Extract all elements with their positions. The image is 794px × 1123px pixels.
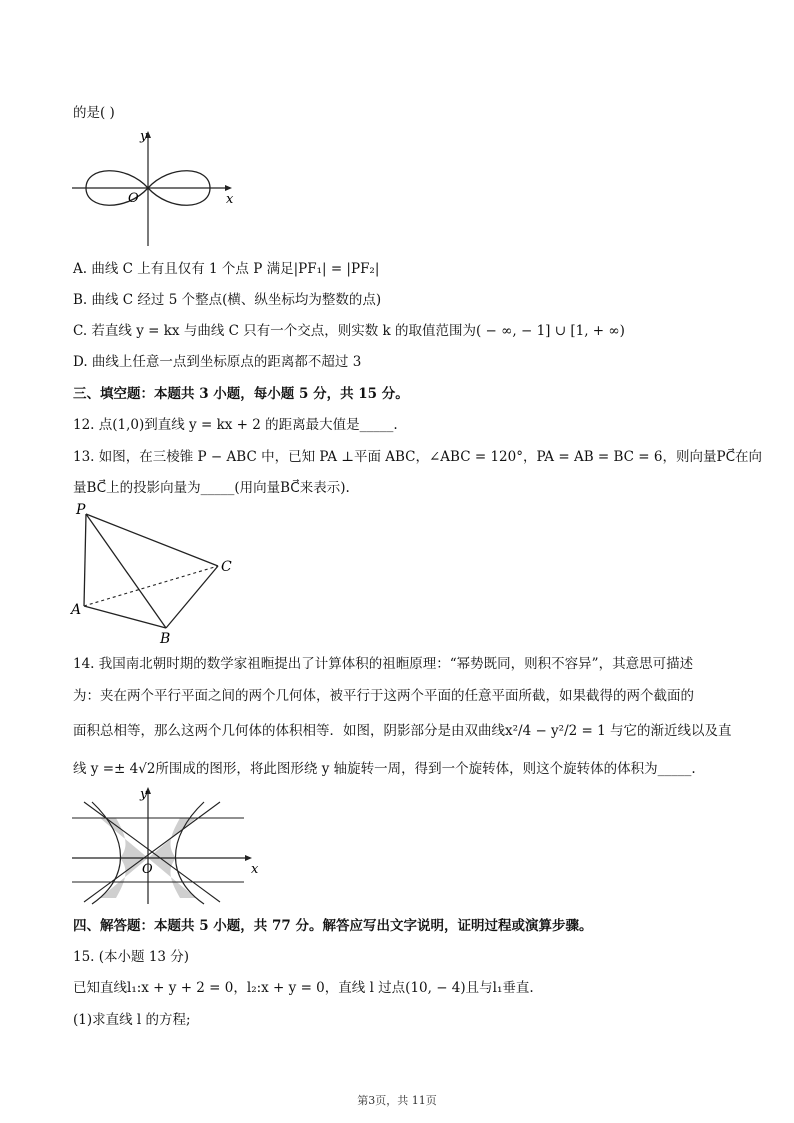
edge-pc xyxy=(86,514,218,566)
question-15-body: 已知直线l₁:x + y + 2 = 0，l₂:x + y = 0，直线 l 过点(10, − 4)且与l₁垂直. xyxy=(73,980,534,996)
question-14-line4: 线 y =± 4√2所围成的图形，将此图形绕 y 轴旋转一周，得到一个旋转体，则这个旋转体的体积为_____. xyxy=(73,761,696,777)
section-3-heading: 三、填空题：本题共 3 小题，每小题 5 分，共 15 分。 xyxy=(73,386,409,402)
question-15-header: 15. (本小题 13 分) xyxy=(73,949,190,965)
vertex-c: C xyxy=(221,559,232,575)
edge-ab xyxy=(84,606,166,628)
option-b: B. 曲线 C 经过 5 个整点(横、纵坐标均为整数的点) xyxy=(73,292,382,308)
page-footer: 第3页，共 11页 xyxy=(357,1094,437,1107)
y-label: y xyxy=(140,787,148,802)
edge-pa xyxy=(84,514,86,606)
question-12: 12. 点(1,0)到直线 y = kx + 2 的距离最大值是_____. xyxy=(73,417,398,433)
question-15-part1: (1)求直线 l 的方程; xyxy=(73,1012,191,1028)
x-axis-arrow xyxy=(245,855,252,861)
lemniscate-figure xyxy=(70,126,240,250)
section-4-heading: 四、解答题：本题共 5 小题，共 77 分。解答应写出文字说明，证明过程或演算步骤。 xyxy=(73,918,593,934)
question-14-line3: 面积总相等，那么这两个几何体的体积相等．如图，阴影部分是由双曲线x²/4 − y²/2 = 1 与它的渐近线以及直 xyxy=(73,723,732,739)
edge-bc xyxy=(166,566,218,628)
vertex-b: B xyxy=(160,631,171,646)
edge-pb xyxy=(86,514,166,628)
option-a: A. 曲线 C 上有且仅有 1 个点 P 满足|PF₁| = |PF₂| xyxy=(73,261,380,277)
question-13-line2: 量BC⃗上的投影向量为_____(用向量BC⃗来表示). xyxy=(73,480,350,496)
vertex-a: A xyxy=(71,602,82,618)
option-d: D. 曲线上任意一点到坐标原点的距离都不超过 3 xyxy=(73,354,362,370)
question-13-line1: 13. 如图，在三棱锥 P − ABC 中，已知 PA ⊥平面 ABC，∠ABC = 120°，PA = AB = BC = 6，则向量PC⃗在向 xyxy=(73,449,763,465)
x-label: x xyxy=(226,192,234,207)
edge-ac-hidden xyxy=(84,566,218,606)
question-14-line2: 为：夹在两个平行平面之间的两个几何体，被平行于这两个平面的任意平面所截，如果截得的两个截面的 xyxy=(73,688,694,704)
intro-line: 的是( ) xyxy=(73,105,115,121)
question-14-line1: 14. 我国南北朝时期的数学家祖暅提出了计算体积的祖暅原理：“幂势既同，则积不容异”，其意思可描述 xyxy=(73,656,694,672)
hyperbola-figure xyxy=(70,782,266,906)
x-axis-arrow xyxy=(225,185,232,191)
y-label: y xyxy=(140,129,148,144)
origin-label: O xyxy=(142,862,153,877)
option-c: C. 若直线 y = kx 与曲线 C 只有一个交点，则实数 k 的取值范围为( − ∞, − 1] ∪ [1, + ∞) xyxy=(73,323,625,339)
tetrahedron-figure xyxy=(68,500,248,646)
x-label: x xyxy=(251,862,259,877)
origin-label: O xyxy=(128,191,139,206)
vertex-p: P xyxy=(76,502,86,518)
